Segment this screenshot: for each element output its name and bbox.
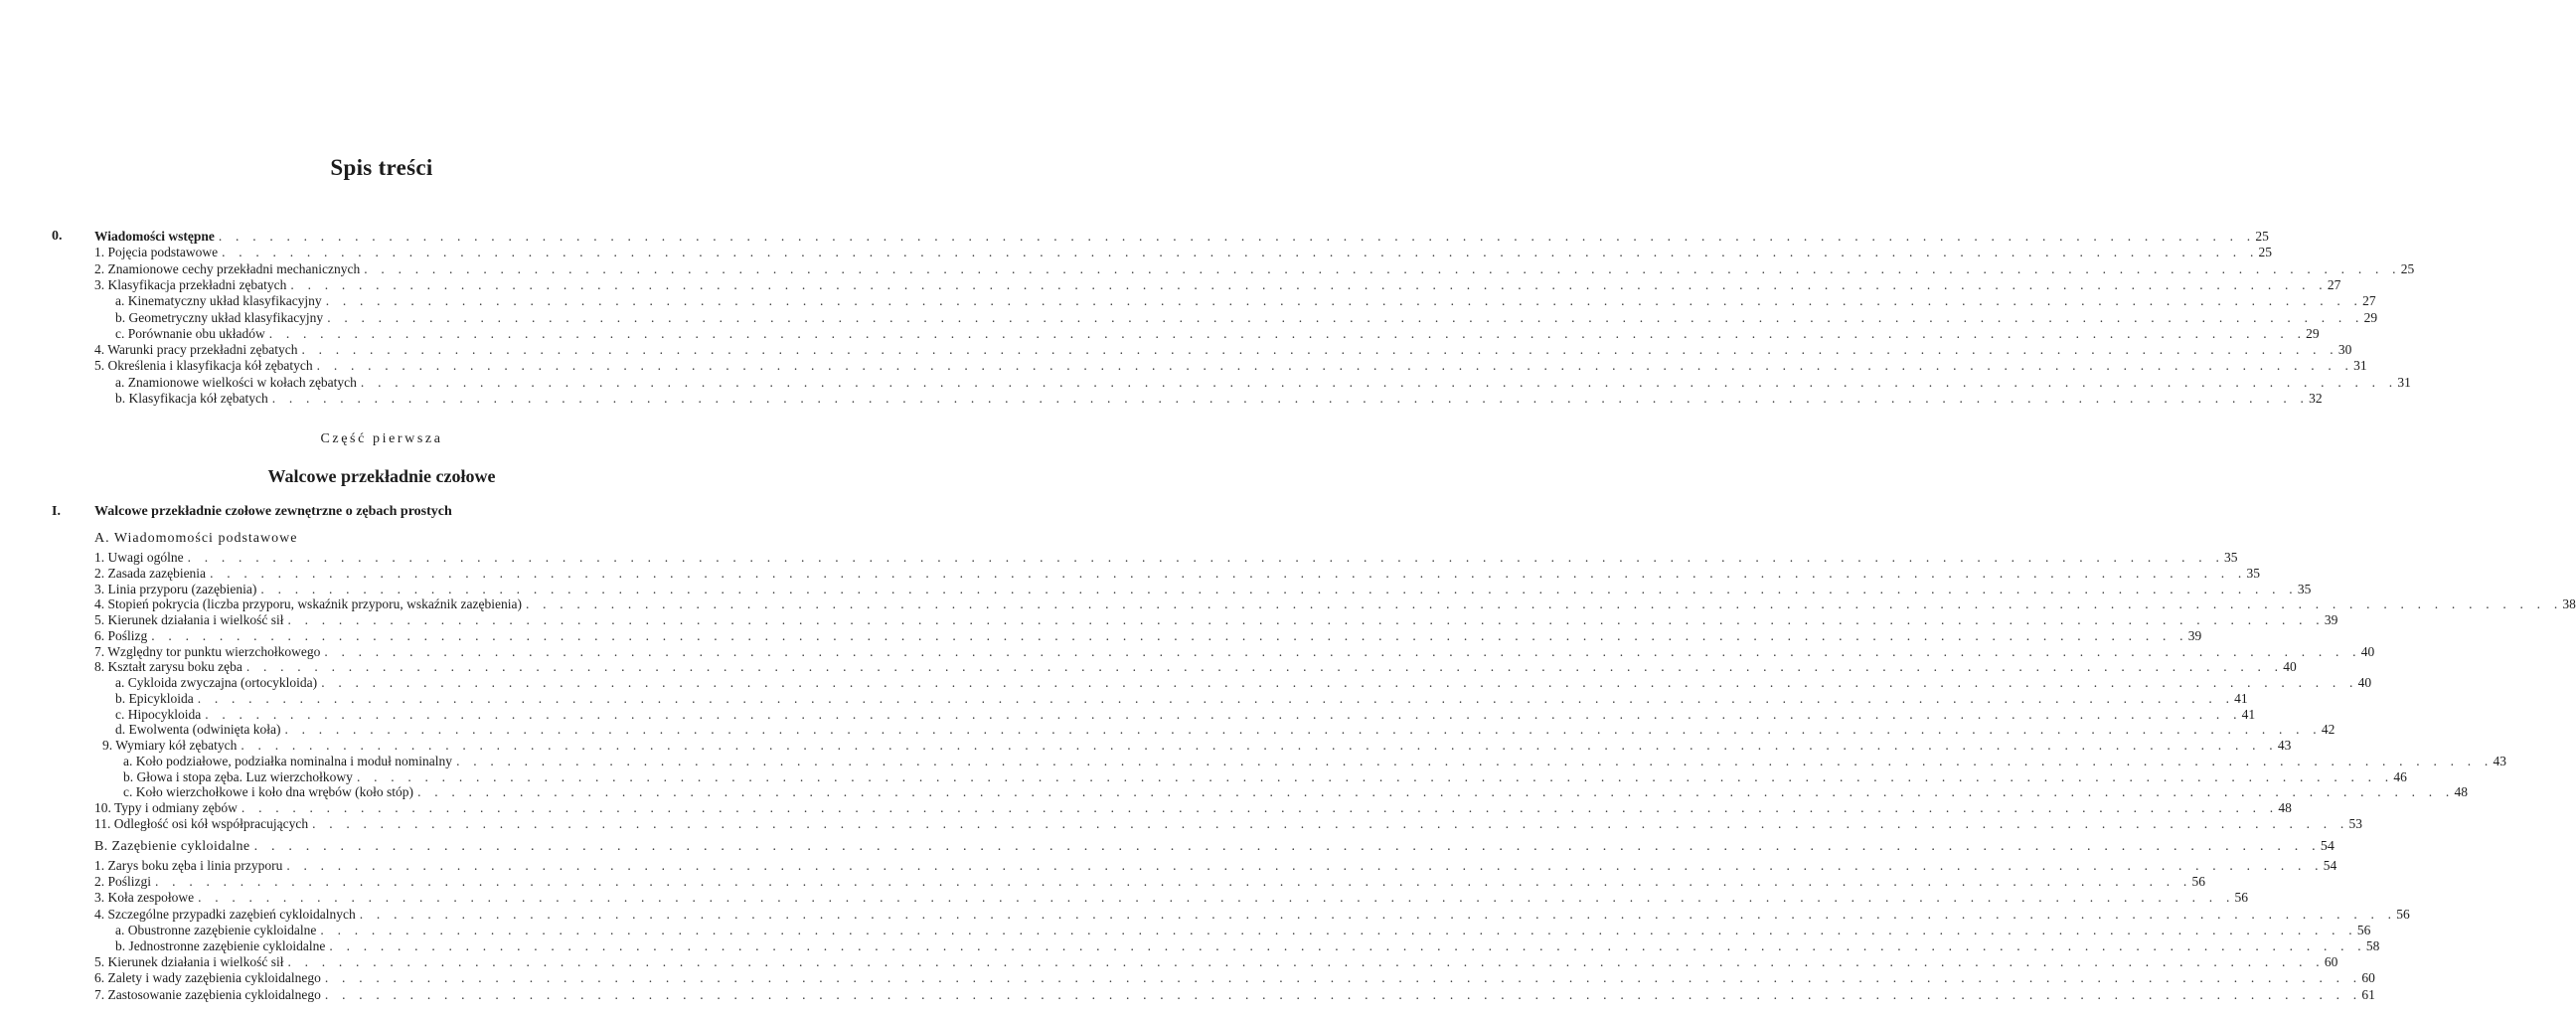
toc-entry <box>94 229 2269 245</box>
toc-entry-label: b. Głowa i stopa zęba. Luz wierzchołkowy <box>123 768 353 784</box>
toc-entry-page: 35 <box>2297 581 2312 596</box>
toc-entry-label: 4. Warunki pracy przekładni zębatych <box>94 342 298 358</box>
dot-leader: . . . . . . . . . . . . . . . . . . . . . . . . . . . . . . . . . . . . . . . . . . . . . . . . . . . . . . . . . . . . . . . . . . . . . . . . . . . . . . . . . . . . . . . . . . . . . . . . . . . . . . . . . . . . . . . . . . . . . . . . <box>316 358 2354 374</box>
toc-entry <box>94 358 2367 374</box>
toc-entry-label: 4. Szczególne przypadki zazębień cykloidalnych <box>94 906 356 922</box>
toc-entry-page: 29 <box>2363 309 2378 325</box>
toc-entry <box>115 938 2380 954</box>
dot-leader: . . . . . . . . . . . . . . . . . . . . . . . . . . . . . . . . . . . . . . . . . . . . . . . . . . . . . . . . . . . . . . . . . . . . . . . . . . . . . . . . . . . . . . . . . . . . . . . . . . . . . . . . . . . . . . . . . . . . . . . . <box>222 245 2259 260</box>
toc-entry-label: 2. Znamionowe cechy przekładni mechanicznych <box>94 260 361 276</box>
toc-entry-page: 35 <box>2246 565 2260 581</box>
toc-entry <box>94 858 2337 874</box>
toc-entry-page: 60 <box>2361 970 2375 986</box>
toc-entry-label: b. Klasyfikacja kół zębatych <box>115 391 268 406</box>
toc-entry <box>102 738 2292 754</box>
toc-entry-label: 6. Zalety i wady zazębienia cykloidalnego <box>94 970 321 986</box>
dot-leader: . . . . . . . . . . . . . . . . . . . . . . . . . . . . . . . . . . . . . . . . . . . . . . . . . . . . . . . . . . . . . . . . . . . . . . . . . . . . . . . . . . . . . . . . . . . . . . . . . . . . . . . . . . . . . . . . . . . . . . . . <box>301 342 2338 358</box>
toc-entry-label: b. Geometryczny układ klasyfikacyjny <box>115 309 324 325</box>
toc-entry-label: c. Porównanie obu układów <box>115 325 265 341</box>
toc-entry-label: a. Koło podziałowe, podziałka nominalna i moduł nominalny <box>123 753 453 768</box>
toc-entry-label: d. Ewolwenta (odwinięta koła) <box>115 722 281 738</box>
toc-entry <box>94 612 2338 628</box>
dot-leader: . . . . . . . . . . . . . . . . . . . . . . . . . . . . . . . . . . . . . . . . . . . . . . . . . . . . . . . . . . . . . . . . . . . . . . . . . . . . . . . . . . . . . . . . . . . . . . . . . . . . . . . . . . . . . . . . . . . . . . . . <box>525 596 2563 612</box>
toc-entry <box>94 260 2415 277</box>
dot-leader: . . . . . . . . . . . . . . . . . . . . . . . . . . . . . . . . . . . . . . . . . . . . . . . . . . . . . . . . . . . . . . . . . . . . . . . . . . . . . . . . . . . . . . . . . . . . . . . . . . . . . . . . . . . . . . . . . . . . . . . . <box>187 550 2225 565</box>
toc-entry-label: 8. Kształt zarysu boku zęba <box>94 659 242 675</box>
dot-leader: . . . . . . . . . . . . . . . . . . . . . . . . . . . . . . . . . . . . . . . . . . . . . . . . . . . . . . . . . . . . . . . . . . . . . . . . . . . . . . . . . . . . . . . . . . . . . . . . . . . . . . . . . . . . . . . . . . . . . . . . <box>287 954 2325 970</box>
toc-entry-page: 56 <box>2234 890 2249 906</box>
toc-entry <box>94 550 2238 566</box>
toc-entry-page: 53 <box>2348 815 2363 831</box>
dot-leader: . . . . . . . . . . . . . . . . . . . . . . . . . . . . . . . . . . . . . . . . . . . . . . . . . . . . . . . . . . . . . . . . . . . . . . . . . . . . . . . . . . . . . . . . . . . . . . . . . . . . . . . . . . . . . . . . . . . . . . . . <box>324 970 2362 986</box>
toc-entry-label: a. Kinematyczny układ klasyfikacyjny <box>115 293 322 309</box>
dot-leader: . . . . . . . . . . . . . . . . . . . . . . . . . . . . . . . . . . . . . . . . . . . . . . . . . . . . . . . . . . . . . . . . . . . . . . . . . . . . . . . . . . . . . . . . . . . . . . . . . . . . . . . . . . . . . . . . . . . . . . . . <box>151 627 2188 643</box>
toc-entry-page: 41 <box>2234 690 2248 706</box>
toc-entry-label: a. Obustronne zazębienie cykloidalne <box>115 922 317 937</box>
toc-entry-page: 27 <box>2327 276 2341 292</box>
toc-entry-label: 1. Zarys boku zęba i linia przyporu <box>94 858 283 873</box>
toc-entry <box>94 643 2375 660</box>
toc-entry <box>115 690 2248 707</box>
dot-leader: . . . . . . . . . . . . . . . . . . . . . . . . . . . . . . . . . . . . . . . . . . . . . . . . . . . . . . . . . . . . . . . . . . . . . . . . . . . . . . . . . . . . . . . . . . . . . . . . . . . . . . . . . . . . . . . . . . . . . . . . <box>324 643 2361 659</box>
toc-entry-page: 25 <box>2400 260 2415 276</box>
toc-entry <box>123 768 2407 785</box>
toc-entry-page: 43 <box>2277 738 2292 753</box>
toc-entry <box>94 906 2410 923</box>
toc-entry-page: 39 <box>2324 612 2338 627</box>
toc-entry-page: 25 <box>2255 229 2269 244</box>
toc-entry <box>94 596 2576 612</box>
toc-entry-page: 31 <box>2353 358 2367 374</box>
toc-entry-page: 61 <box>2361 986 2375 1002</box>
toc-entry-label: 6. Poślizg <box>94 627 148 643</box>
toc-entry <box>94 276 2341 293</box>
dot-leader: . . . . . . . . . . . . . . . . . . . . . . . . . . . . . . . . . . . . . . . . . . . . . . . . . . . . . . . . . . . . . . . . . . . . . . . . . . . . . . . . . . . . . . . . . . . . . . . . . . . . . . . . . . . . . . . . . . . . . . . . <box>210 565 2247 581</box>
dot-leader: . . . . . . . . . . . . . . . . . . . . . . . . . . . . . . . . . . . . . . . . . . . . . . . . . . . . . . . . . . . . . . . . . . . . . . . . . . . . . . . . . . . . . . . . . . . . . . . . . . . . . . . . . . . . . . . . . . . . . . . . <box>329 938 2366 953</box>
toc-entry-page: 35 <box>2224 550 2238 565</box>
toc-entry-label: 3. Klasyfikacja przekładni zębatych <box>94 276 287 292</box>
dot-leader: . . . . . . . . . . . . . . . . . . . . . . . . . . . . . . . . . . . . . . . . . . . . . . . . . . . . . . . . . . . . . . . . . . . . . . . . . . . . . . . . . . . . . . . . . . . . . . . . . . . . . . . . . . . . . . . . . . . . . . . . <box>197 690 2235 706</box>
section-number: I. <box>52 504 61 519</box>
toc-entry-page: 54 <box>2323 858 2337 873</box>
toc-entry <box>115 706 2256 723</box>
dot-leader: . . . . . . . . . . . . . . . . . . . . . . . . . . . . . . . . . . . . . . . . . . . . . . . . . . . . . . . . . . . . . . . . . . . . . . . . . . . . . . . . . . . . . . . . . . . . . . . . . . . . . . . . . . . . . . . . . . . . . . . . <box>241 800 2279 815</box>
dot-leader: . . . . . . . . . . . . . . . . . . . . . . . . . . . . . . . . . . . . . . . . . . . . . . . . . . . . . . . . . . . . . . . . . . . . . . . . . . . . . . . . . . . . . . . . . . . . . . . . . . . . . . . . . . . . . . . . . . . . . . . . <box>356 768 2394 784</box>
toc-entry-page: 48 <box>2278 800 2292 815</box>
toc-entry-label: B. Zazębienie cykloidalne <box>94 839 250 854</box>
dot-leader: . . . . . . . . . . . . . . . . . . . . . . . . . . . . . . . . . . . . . . . . . . . . . . . . . . . . . . . . . . . . . . . . . . . . . . . . . . . . . . . . . . . . . . . . . . . . . . . . . . . . . . . . . . . . . . . . . . . . . . . . <box>205 706 2242 722</box>
toc-entry <box>115 722 2335 738</box>
toc-entry-page: 25 <box>2258 245 2273 260</box>
toc-entry-label: 7. Względny tor punktu wierzchołkowego <box>94 643 321 659</box>
toc-entry-page: 27 <box>2362 293 2376 309</box>
toc-entry-page: 46 <box>2393 768 2407 784</box>
dot-leader: . . . . . . . . . . . . . . . . . . . . . . . . . . . . . . . . . . . . . . . . . . . . . . . . . . . . . . . . . . . . . . . . . . . . . . . . . . . . . . . . . . . . . . . . . . . . . . . . . . . . . . . . . . . . . . . . . . . . . . . . <box>284 722 2322 738</box>
dot-leader: . . . . . . . . . . . . . . . . . . . . . . . . . . . . . . . . . . . . . . . . . . . . . . . . . . . . . . . . . . . . . . . . . . . . . . . . . . . . . . . . . . . . . . . . . . . . . . . . . . . . . . . . . . . . . . . . . . . . . . . . <box>245 659 2284 675</box>
toc-entry-label: a. Cykloida zwyczajna (ortocykloida) <box>115 675 318 690</box>
toc-entry-page: 60 <box>2324 954 2338 970</box>
toc-entry-page: 58 <box>2365 938 2380 953</box>
part-label: Część pierwsza <box>320 431 443 446</box>
toc-entry-label: 3. Linia przyporu (zazębienia) <box>94 581 257 596</box>
toc-entry <box>115 391 2323 407</box>
toc-entry-page: 56 <box>2396 906 2410 922</box>
toc-entry <box>94 815 2363 832</box>
dot-leader: . . . . . . . . . . . . . . . . . . . . . . . . . . . . . . . . . . . . . . . . . . . . . . . . . . . . . . . . . . . . . . . . . . . . . . . . . . . . . . . . . . . . . . . . . . . . . . . . . . . . . . . . . . . . . . . . . . . . . . . . <box>321 675 2358 690</box>
toc-entry-page: 39 <box>2187 627 2202 643</box>
page-title: Spis treści <box>330 155 433 180</box>
toc-entry-page: 56 <box>2356 922 2371 937</box>
toc-entry <box>94 954 2338 970</box>
toc-entry-label: 1. Uwagi ogólne <box>94 550 184 565</box>
toc-entry-page: 41 <box>2241 706 2256 722</box>
toc-entry-page: 32 <box>2309 391 2323 406</box>
toc-entry-page: 54 <box>2320 839 2334 854</box>
dot-leader: . . . . . . . . . . . . . . . . . . . . . . . . . . . . . . . . . . . . . . . . . . . . . . . . . . . . . . . . . . . . . . . . . . . . . . . . . . . . . . . . . . . . . . . . . . . . . . . . . . . . . . . . . . . . . . . . . . . . . . . . <box>287 612 2325 627</box>
toc-entry-label: a. Znamionowe wielkości w kołach zębatych <box>115 374 357 390</box>
toc-entry-label: b. Epicykloida <box>115 690 194 706</box>
dot-leader: . . . . . . . . . . . . . . . . . . . . . . . . . . . . . . . . . . . . . . . . . . . . . . . . . . . . . . . . . . . . . . . . . . . . . . . . . . . . . . . . . . . . . . . . . . . . . . . . . . . . . . . . . . . . . . . . . . . . . . . . <box>253 839 2321 854</box>
toc-entry-page: 56 <box>2191 874 2205 890</box>
toc-entry <box>115 309 2378 326</box>
toc-entry-label: 2. Poślizgi <box>94 874 152 890</box>
dot-leader: . . . . . . . . . . . . . . . . . . . . . . . . . . . . . . . . . . . . . . . . . . . . . . . . . . . . . . . . . . . . . . . . . . . . . . . . . . . . . . . . . . . . . . . . . . . . . . . . . . . . . . . . . . . . . . . . . . . . . . . . <box>268 325 2307 341</box>
dot-leader: . . . . . . . . . . . . . . . . . . . . . . . . . . . . . . . . . . . . . . . . . . . . . . . . . . . . . . . . . . . . . . . . . . . . . . . . . . . . . . . . . . . . . . . . . . . . . . . . . . . . . . . . . . . . . . . . . . . . . . . . <box>364 260 2401 276</box>
dot-leader: . . . . . . . . . . . . . . . . . . . . . . . . . . . . . . . . . . . . . . . . . . . . . . . . . . . . . . . . . . . . . . . . . . . . . . . . . . . . . . . . . . . . . . . . . . . . . . . . . . . . . . . . . . . . . . . . . . . . . . . . <box>260 581 2298 596</box>
toc-entry <box>115 325 2320 342</box>
dot-leader: . . . . . . . . . . . . . . . . . . . . . . . . . . . . . . . . . . . . . . . . . . . . . . . . . . . . . . . . . . . . . . . . . . . . . . . . . . . . . . . . . . . . . . . . . . . . . . . . . . . . . . . . . . . . . . . . . . . . . . . . <box>360 374 2398 390</box>
toc-entry-page: 30 <box>2337 342 2352 358</box>
dot-leader: . . . . . . . . . . . . . . . . . . . . . . . . . . . . . . . . . . . . . . . . . . . . . . . . . . . . . . . . . . . . . . . . . . . . . . . . . . . . . . . . . . . . . . . . . . . . . . . . . . . . . . . . . . . . . . . . . . . . . . . . <box>417 784 2455 800</box>
dot-leader: . . . . . . . . . . . . . . . . . . . . . . . . . . . . . . . . . . . . . . . . . . . . . . . . . . . . . . . . . . . . . . . . . . . . . . . . . . . . . . . . . . . . . . . . . . . . . . . . . . . . . . . . . . . . . . . . . . . . . . . . <box>290 276 2328 292</box>
toc-entry-label: 5. Określenia i klasyfikacja kół zębatych <box>94 358 313 374</box>
toc-entry <box>94 890 2249 906</box>
toc-entry-page: 43 <box>2493 753 2506 768</box>
toc-entry-label: 5. Kierunek działania i wielkość sił <box>94 612 284 627</box>
toc-entry-label: 9. Wymiary kół zębatych <box>102 738 238 753</box>
toc-entry <box>94 986 2375 1003</box>
toc-entry-page: 40 <box>2360 643 2375 659</box>
section-heading-1 <box>52 503 712 521</box>
toc-entry-page: 42 <box>2321 722 2335 738</box>
toc-entry-page: 29 <box>2306 325 2320 341</box>
toc-entry <box>94 581 2312 597</box>
toc-entry <box>94 342 2352 358</box>
dot-leader: . . . . . . . . . . . . . . . . . . . . . . . . . . . . . . . . . . . . . . . . . . . . . . . . . . . . . . . . . . . . . . . . . . . . . . . . . . . . . . . . . . . . . . . . . . . . . . . . . . . . . . . . . . . . . . . . . . . . . . . . <box>456 753 2494 768</box>
toc-entry-page: 31 <box>2397 374 2411 390</box>
toc-entry <box>94 565 2260 582</box>
toc-entry <box>94 659 2297 675</box>
subsection-a-heading: A. Wiadomomości podstawowe <box>94 531 298 546</box>
toc-entry-label: 7. Zastosowanie zazębienia cykloidalnego <box>94 986 321 1002</box>
toc-entry-label: 10. Typy i odmiany zębów <box>94 800 238 815</box>
toc-entry-label: 4. Stopień pokrycia (liczba przyporu, wskaźnik przyporu, wskaźnik zazębienia) <box>94 596 522 612</box>
toc-entry-page: 38 <box>2562 596 2576 612</box>
toc-entry-label: 1. Pojęcia podstawowe <box>94 245 219 260</box>
toc-entry-label: c. Hipocykloida <box>115 706 202 722</box>
section-title: Walcowe przekładnie czołowe zewnętrzne o zębach prostych <box>94 504 452 519</box>
toc-entry-label: b. Jednostronne zazębienie cykloidalne <box>115 938 326 953</box>
toc-entry-label: c. Koło wierzchołkowe i koło dna wrębów (koło stóp) <box>123 784 414 800</box>
dot-leader: . . . . . . . . . . . . . . . . . . . . . . . . . . . . . . . . . . . . . . . . . . . . . . . . . . . . . . . . . . . . . . . . . . . . . . . . . . . . . . . . . . . . . . . . . . . . . . . . . . . . . . . . . . . . . . . . . . . . . . . . <box>198 890 2235 906</box>
dot-leader: . . . . . . . . . . . . . . . . . . . . . . . . . . . . . . . . . . . . . . . . . . . . . . . . . . . . . . . . . . . . . . . . . . . . . . . . . . . . . . . . . . . . . . . . . . . . . . . . . . . . . . . . . . . . . . . . . . . . . . . . <box>286 858 2324 873</box>
toc-entry <box>115 374 2411 391</box>
dot-leader: . . . . . . . . . . . . . . . . . . . . . . . . . . . . . . . . . . . . . . . . . . . . . . . . . . . . . . . . . . . . . . . . . . . . . . . . . . . . . . . . . . . . . . . . . . . . . . . . . . . . . . . . . . . . . . . . . . . . . . . . <box>327 309 2364 325</box>
toc-entry <box>94 245 2273 260</box>
toc-entry <box>94 874 2205 890</box>
toc-entry-label: 11. Odległość osi kół współpracujących <box>94 815 309 831</box>
toc-entry-label: 3. Koła zespołowe <box>94 890 195 906</box>
toc-entry <box>115 922 2371 938</box>
toc-entry <box>94 800 2292 816</box>
toc-entry-page: 40 <box>2283 659 2297 675</box>
dot-leader: . . . . . . . . . . . . . . . . . . . . . . . . . . . . . . . . . . . . . . . . . . . . . . . . . . . . . . . . . . . . . . . . . . . . . . . . . . . . . . . . . . . . . . . . . . . . . . . . . . . . . . . . . . . . . . . . . . . . . . . . <box>324 986 2362 1002</box>
dot-leader: . . . . . . . . . . . . . . . . . . . . . . . . . . . . . . . . . . . . . . . . . . . . . . . . . . . . . . . . . . . . . . . . . . . . . . . . . . . . . . . . . . . . . . . . . . . . . . . . . . . . . . . . . . . . . . . . . . . . . . . . <box>325 293 2363 309</box>
toc-entry-page: 40 <box>2357 675 2372 690</box>
dot-leader: . . . . . . . . . . . . . . . . . . . . . . . . . . . . . . . . . . . . . . . . . . . . . . . . . . . . . . . . . . . . . . . . . . . . . . . . . . . . . . . . . . . . . . . . . . . . . . . . . . . . . . . . . . . . . . . . . . . . . . . . <box>320 922 2357 937</box>
section-number: 0. <box>52 229 63 244</box>
toc-entry-page: 48 <box>2454 784 2468 800</box>
toc-entry-label: Wiadomości wstępne <box>94 229 215 244</box>
part-title: Walcowe przekładnie czołowe <box>267 466 496 486</box>
dot-leader: . . . . . . . . . . . . . . . . . . . . . . . . . . . . . . . . . . . . . . . . . . . . . . . . . . . . . . . . . . . . . . . . . . . . . . . . . . . . . . . . . . . . . . . . . . . . . . . . . . . . . . . . . . . . . . . . . . . . . . . . <box>155 874 2192 890</box>
toc-entry <box>123 784 2468 800</box>
toc-entry <box>94 970 2375 986</box>
dot-leader: . . . . . . . . . . . . . . . . . . . . . . . . . . . . . . . . . . . . . . . . . . . . . . . . . . . . . . . . . . . . . . . . . . . . . . . . . . . . . . . . . . . . . . . . . . . . . . . . . . . . . . . . . . . . . . . . . . . . . . . . <box>241 738 2278 753</box>
dot-leader: . . . . . . . . . . . . . . . . . . . . . . . . . . . . . . . . . . . . . . . . . . . . . . . . . . . . . . . . . . . . . . . . . . . . . . . . . . . . . . . . . . . . . . . . . . . . . . . . . . . . . . . . . . . . . . . . . . . . . . . . <box>359 906 2397 922</box>
toc-entry <box>123 753 2506 769</box>
toc-entry <box>115 293 2376 309</box>
toc-entry <box>115 675 2372 691</box>
dot-leader: . . . . . . . . . . . . . . . . . . . . . . . . . . . . . . . . . . . . . . . . . . . . . . . . . . . . . . . . . . . . . . . . . . . . . . . . . . . . . . . . . . . . . . . . . . . . . . . . . . . . . . . . . . . . . . . . . . . . . . . . <box>312 815 2349 831</box>
toc-entry-label: 2. Zasada zazębienia <box>94 565 207 581</box>
subsection-b-heading <box>94 839 2334 855</box>
toc-entry <box>94 627 2202 644</box>
dot-leader: . . . . . . . . . . . . . . . . . . . . . . . . . . . . . . . . . . . . . . . . . . . . . . . . . . . . . . . . . . . . . . . . . . . . . . . . . . . . . . . . . . . . . . . . . . . . . . . . . . . . . . . . . . . . . . . . . . . . . . . . <box>271 391 2310 406</box>
dot-leader: . . . . . . . . . . . . . . . . . . . . . . . . . . . . . . . . . . . . . . . . . . . . . . . . . . . . . . . . . . . . . . . . . . . . . . . . . . . . . . . . . . . . . . . . . . . . . . . . . . . . . . . . . . . . . . . . . . . . . . . . <box>218 229 2256 244</box>
toc-entry-label: 5. Kierunek działania i wielkość sił <box>94 954 284 970</box>
